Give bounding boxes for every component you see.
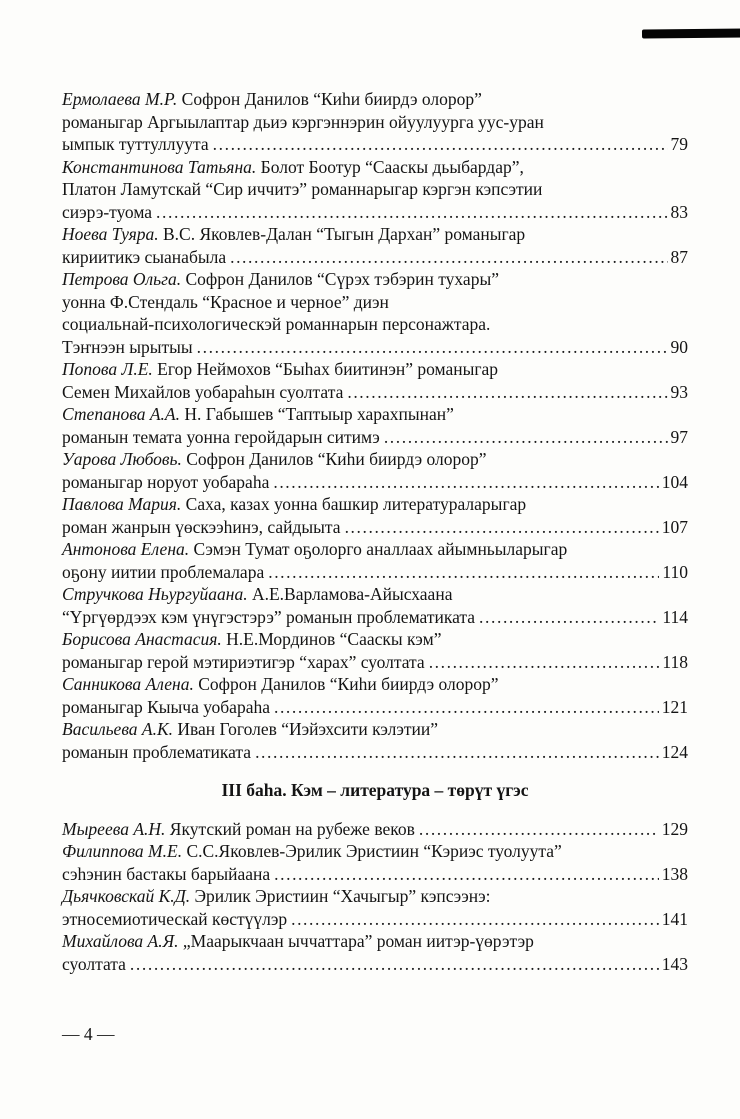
toc-entry-text: Филиппова М.Е. С.С.Яковлев-Эрилик Эристиин “Кэриэс туолуута”	[62, 841, 562, 861]
toc-entry-line	[62, 628, 688, 651]
toc-page-number: 118	[662, 651, 688, 672]
toc-entry-line	[62, 908, 688, 931]
toc-entry-text: Санникова Алена. Софрон Данилов “Киһи биирдэ олорор”	[62, 674, 499, 694]
dot-leader	[479, 606, 659, 629]
dot-leader	[419, 818, 659, 841]
toc-entry-text: Петрова Ольга. Софрон Данилов “Сүрэх тэбэрин тухары”	[62, 269, 499, 289]
toc-entry-text: Ермолаева М.Р. Софрон Данилов “Киһи биирдэ олорор”	[62, 89, 482, 109]
toc-entry	[62, 223, 688, 268]
toc-entry-text: кириитикэ сыанабыла	[62, 246, 227, 267]
toc-entry-line	[62, 201, 688, 224]
toc-entry-line	[62, 696, 688, 719]
toc-entry-line	[62, 223, 688, 246]
author-name: Санникова Алена.	[62, 674, 194, 694]
author-name: Дьячковскай К.Д.	[62, 886, 191, 906]
toc-page-number: 79	[670, 134, 688, 154]
toc-entry-line	[62, 538, 688, 561]
toc-entry	[62, 818, 688, 841]
toc-entry	[62, 840, 688, 885]
toc-entry-text: Васильева А.К. Иван Гоголев “Иэйэхсити кэлэтии”	[62, 719, 438, 739]
toc-entry	[62, 493, 688, 538]
toc-entry-text: суолтата	[62, 953, 126, 974]
author-name: Антонова Елена.	[62, 539, 190, 559]
toc-entry	[62, 583, 688, 628]
toc-entry	[62, 538, 688, 583]
dot-leader	[429, 651, 660, 674]
toc-entry-text: Антонова Елена. Сэмэн Тумат оҕолорго аналлаах айымньыларыгар	[62, 539, 568, 559]
page-number-label: — 4 —	[62, 1024, 115, 1044]
toc-page-number: 83	[670, 201, 688, 222]
author-name: Стручкова Ньургуйаана.	[62, 584, 248, 604]
author-name: Ноева Туяра.	[62, 224, 159, 244]
toc-entry-line	[62, 88, 688, 111]
scan-artifact-mark	[642, 28, 740, 38]
toc-page-number: 138	[661, 863, 688, 884]
toc-entry-line	[62, 606, 688, 629]
dot-leader	[345, 516, 659, 539]
toc-entry	[62, 628, 688, 673]
toc-entry-text: социальнай-психологическэй романнарын персонажтара.	[62, 314, 491, 334]
section-heading: III баһа. Кэм – литература – төрүт үгэс	[221, 780, 529, 800]
toc-page-number: 143	[661, 953, 688, 974]
toc-entry-text: Платон Ламутскай “Сир иччитэ” романнарыгар кэргэн кэпсэтии	[62, 179, 543, 199]
toc-page-number: 114	[662, 606, 688, 627]
toc-entry-line	[62, 885, 688, 908]
toc-list-section-2	[62, 88, 688, 763]
author-name: Павлова Мария.	[62, 494, 182, 514]
toc-entry-text: ымпык туттуллуута	[62, 134, 209, 154]
author-name: Ермолаева М.Р.	[62, 89, 178, 109]
toc-entry	[62, 718, 688, 763]
toc-entry	[62, 448, 688, 493]
toc-page-number: 104	[661, 471, 688, 492]
toc-entry-text: “Үргүөрдээх кэм үнүгэстэрэ” романын проблематиката	[62, 606, 476, 627]
toc-entry-line	[62, 651, 688, 674]
toc-entry-line	[62, 268, 688, 291]
dot-leader	[274, 696, 659, 719]
author-name: Петрова Ольга.	[62, 269, 182, 289]
toc-entry-line	[62, 930, 688, 953]
author-name: Васильева А.К.	[62, 719, 173, 739]
toc-entry-line	[62, 336, 688, 359]
toc-entry-line	[62, 246, 688, 269]
toc-entry-line	[62, 673, 688, 696]
dot-leader	[274, 863, 659, 886]
toc-entry-text: роман жанрын үөскээһинэ, сайдыыта	[62, 516, 341, 537]
dot-leader	[273, 471, 658, 494]
dot-leader	[255, 741, 659, 764]
toc-entry-line	[62, 583, 688, 606]
toc-entry-line	[62, 358, 688, 381]
toc-entry-text: Семен Михайлов уобараһын суолтата	[62, 381, 344, 402]
toc-entry-line	[62, 448, 688, 471]
toc-entry-text: Тэҥнээн ырытыы	[62, 336, 193, 357]
toc-entry	[62, 673, 688, 718]
toc-entry-text: Степанова А.А. Н. Габышев “Таптыыр харахпынан”	[62, 404, 454, 424]
author-name: Попова Л.Е.	[62, 359, 153, 379]
toc-entry-line	[62, 840, 688, 863]
toc-entry-line	[62, 178, 688, 201]
toc-entry-text: Попова Л.Е. Егор Неймохов “Быһах биитинэн” романыгар	[62, 359, 499, 379]
dot-leader	[347, 381, 667, 404]
toc-entry	[62, 88, 688, 156]
toc-entry-text: романыгар Кыыча уобараһа	[62, 696, 270, 717]
toc-entry-line	[62, 381, 688, 404]
toc-entry-line	[62, 818, 688, 841]
toc-entry-text: уонна Ф.Стендаль “Красное и черное” диэн	[62, 291, 389, 312]
page-number-footer	[62, 1023, 688, 1046]
toc-entry-text: Борисова Анастасия. Н.Е.Мординов “Сааскы кэм”	[62, 629, 442, 649]
toc-entry-text: романыгар герой мэтириэтигэр “харах” суолтата	[62, 651, 425, 672]
toc-entry-text: романыгар Аргыылаптар дьиэ кэргэннэрин ойуулуурга уус-уран	[62, 111, 544, 132]
dot-leader	[213, 133, 668, 156]
toc-entry-line	[62, 291, 688, 314]
toc-page-number: 121	[661, 696, 688, 717]
toc-entry	[62, 930, 688, 975]
toc-entry-text: Дьячковскай К.Д. Эрилик Эристиин “Хачыгыр” кэпсээнэ:	[62, 886, 491, 906]
toc-entry-line	[62, 493, 688, 516]
toc-entry-line	[62, 471, 688, 494]
dot-leader	[230, 246, 667, 269]
toc-entry-text: романыгар норуот уобараһа	[62, 471, 270, 492]
author-name: Уарова Любовь.	[62, 449, 182, 469]
author-name: Степанова А.А.	[62, 404, 180, 424]
toc-entry-text: романын проблематиката	[62, 741, 252, 762]
toc-entry-text: Ноева Туяра. В.С. Яковлев-Далан “Тыгын Дархан” романыгар	[62, 224, 526, 244]
toc-page-number: 110	[662, 561, 688, 582]
toc-entry-line	[62, 313, 688, 336]
toc-entry	[62, 885, 688, 930]
toc-entry-line	[62, 403, 688, 426]
toc-page-number: 97	[670, 426, 688, 447]
toc-entry-text: сиэрэ-туома	[62, 201, 153, 222]
toc-page-number: 90	[670, 336, 688, 357]
toc-entry-text: Уарова Любовь. Софрон Данилов “Киһи биирдэ олорор”	[62, 449, 487, 469]
toc-entry-text: Павлова Мария. Саха, казах уонна башкир литератураларыгар	[62, 494, 527, 514]
toc-page-number: 124	[661, 741, 688, 762]
toc-entry-line	[62, 718, 688, 741]
toc-entry-line	[62, 133, 688, 156]
toc-page-number: 107	[661, 516, 688, 537]
author-name: Борисова Анастасия.	[62, 629, 222, 649]
toc-list-section-3	[62, 818, 688, 976]
toc-entry-text: романын темата уонна геройдарын ситимэ	[62, 426, 380, 447]
toc-entry-text: Константинова Татьяна. Болот Боотур “Сааскы дьыбардар”,	[62, 156, 524, 177]
toc-entry	[62, 403, 688, 448]
toc-page-number: 141	[661, 908, 688, 929]
toc-entry-text: Стручкова Ньургуйаана. А.Е.Варламова-Айысхаана	[62, 584, 453, 604]
dot-leader	[197, 336, 668, 359]
toc-entry	[62, 268, 688, 358]
toc-entry-text: этносемиотическай көстүүлэр	[62, 908, 288, 929]
author-name: Мыреева А.Н.	[62, 818, 166, 839]
toc-entry-line	[62, 426, 688, 449]
author-name: Константинова Татьяна.	[62, 156, 257, 177]
dot-leader	[130, 953, 659, 976]
toc-page-number: 93	[670, 381, 688, 402]
toc-entry-text: сэһэнин бастакы барыйаана	[62, 863, 271, 884]
toc-entry-line	[62, 516, 688, 539]
toc-entry	[62, 156, 688, 224]
toc-entry-line	[62, 863, 688, 886]
toc-entry-text: Михайлова А.Я. „Маарыкчаан ыччаттара” роман иитэр-үөрэтэр	[62, 931, 534, 951]
toc-page-number: 87	[670, 246, 688, 267]
toc-entry	[62, 358, 688, 403]
dot-leader	[384, 426, 668, 449]
dot-leader	[268, 561, 659, 584]
toc-entry-line	[62, 561, 688, 584]
toc-entry-line	[62, 111, 688, 134]
toc-entry-line	[62, 156, 688, 179]
author-name: Михайлова А.Я.	[62, 931, 179, 951]
toc-entry-line	[62, 953, 688, 976]
dot-leader	[156, 201, 667, 224]
author-name: Филиппова М.Е.	[62, 841, 183, 861]
toc-entry-line	[62, 741, 688, 764]
toc-entry-text: Мыреева А.Н. Якутский роман на рубеже веков	[62, 818, 415, 839]
dot-leader	[291, 908, 659, 931]
toc-page-number: 129	[661, 818, 688, 839]
toc-entry-text: оҕону иитии проблемалара	[62, 561, 265, 582]
